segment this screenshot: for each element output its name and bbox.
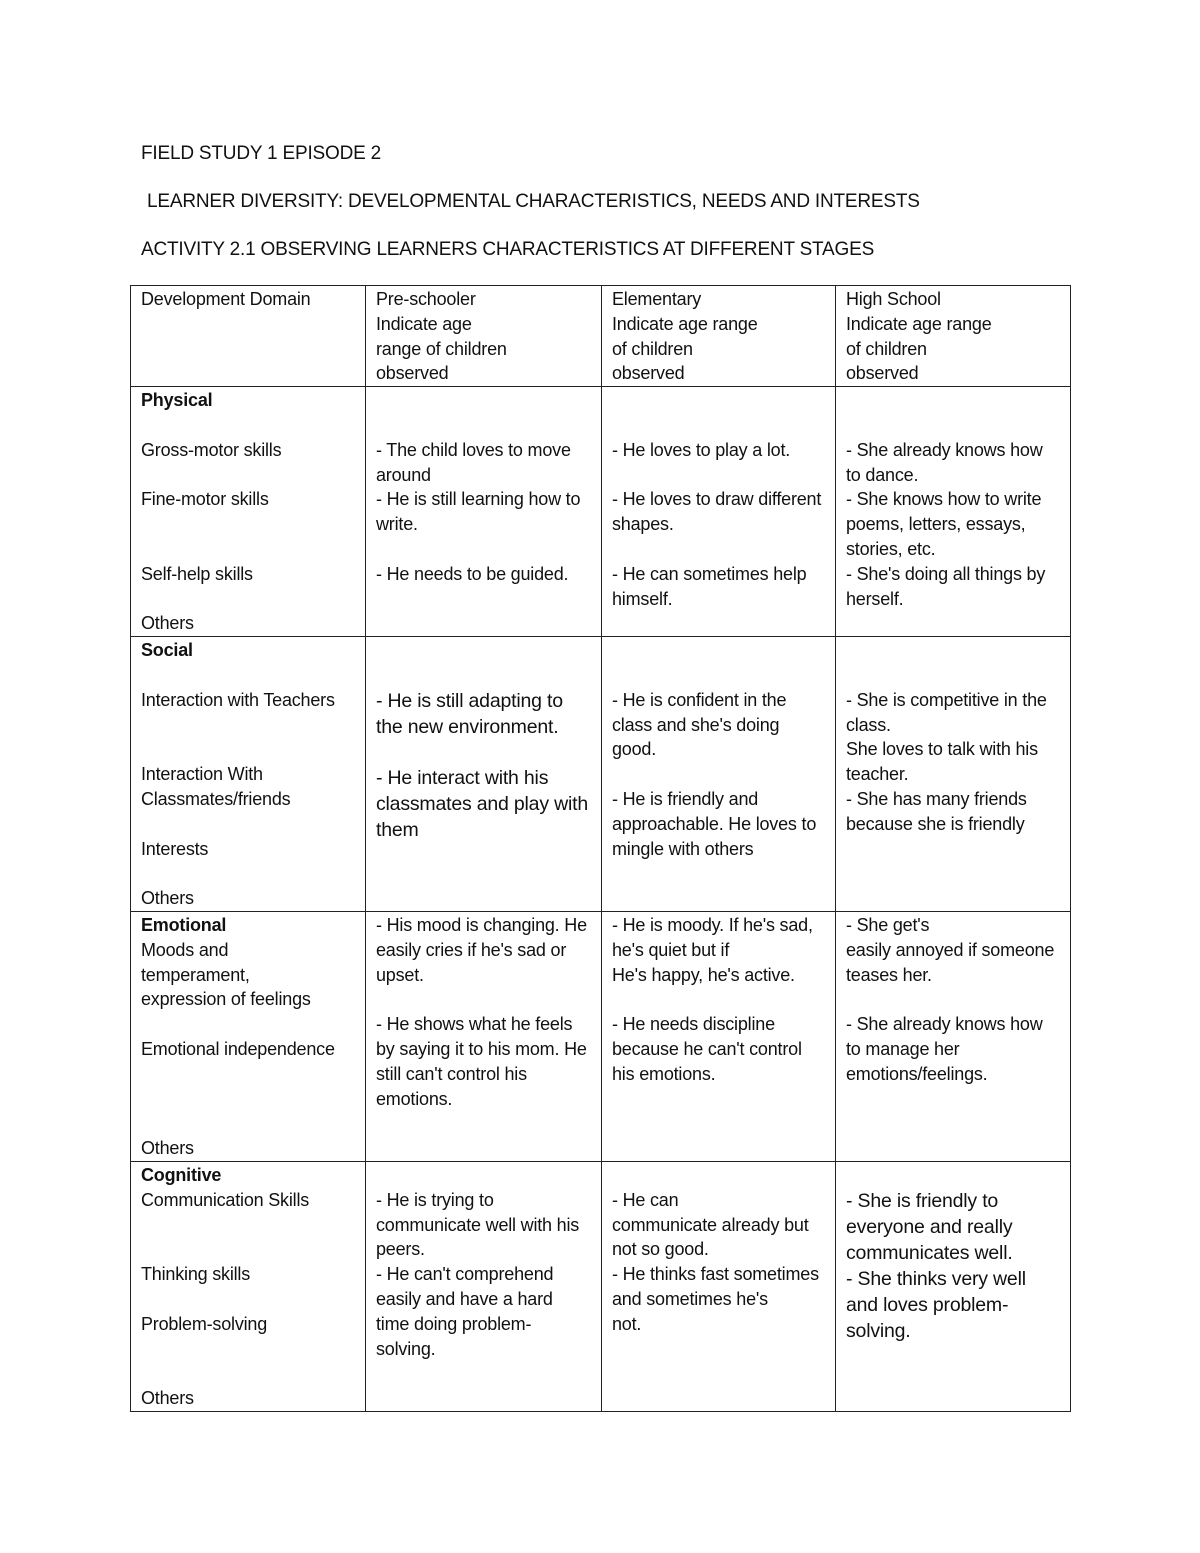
domain-item: Communication Skills [141,1189,310,1210]
document-title: FIELD STUDY 1 EPISODE 2 [141,143,382,164]
observation-text: - She already knows how [846,1014,1043,1035]
table-row-cognitive [131,1161,1071,1411]
observation-text: - His mood is changing. He [376,914,587,935]
domain-item: Fine-motor skills [141,489,269,510]
highschool-cell-emotional [836,911,1071,1161]
observation-text: - He is confident in the [612,689,787,710]
observation-text: - He is trying to [376,1189,494,1210]
observation-text: - She has many friends [846,788,1027,809]
observation-text: - She is competitive in the [846,689,1047,710]
domain-item: Problem-solving [141,1313,268,1334]
preschool-cell-emotional [366,911,602,1161]
observation-text: stories, etc. [846,538,936,559]
header-text: of children [846,338,927,359]
header-text: Indicate age [376,313,472,334]
observation-text: - He is moody. If he's sad, [612,914,813,935]
domain-item: Others [141,613,194,634]
observation-text: - He is friendly and [612,788,759,809]
header-text: of children [612,338,693,359]
observation-text: classmates and play with [376,792,588,815]
observation-text: teacher. [846,764,909,785]
preschool-cell-physical [366,387,602,637]
observation-text: class and she's doing [612,714,780,735]
observation-text: - He can sometimes help [612,563,807,584]
observation-text: - She's doing all things by [846,563,1046,584]
observation-text: He's happy, he's active. [612,964,795,985]
observation-text: to manage her [846,1038,960,1059]
observation-text: - He is still learning how to [376,489,581,510]
table-header-row [131,286,1071,387]
domain-item: Gross-motor skills [141,439,282,460]
domain-cell-physical [131,387,366,637]
observation-text: write. [376,514,418,535]
elementary-cell-cognitive [602,1161,836,1411]
observation-text: still can't control his [376,1063,527,1084]
header-cell-highschool [836,286,1071,387]
observation-text: herself. [846,588,904,609]
observation-text: upset. [376,964,424,985]
observation-text: - She knows how to write [846,489,1042,510]
header-text: observed [612,363,685,384]
observation-text: teases her. [846,964,932,985]
observation-text: easily annoyed if someone [846,939,1055,960]
domain-title: Cognitive [141,1164,222,1185]
observation-text: communicate already but [612,1214,809,1235]
observation-text: - She already knows how [846,439,1043,460]
observation-text: he's quiet but if [612,939,730,960]
observation-text: - He loves to draw different [612,489,822,510]
elementary-cell-emotional [602,911,836,1161]
observation-text: communicates well. [846,1241,1013,1264]
observation-text: his emotions. [612,1063,716,1084]
observation-text: solving. [376,1338,436,1359]
observation-text: poems, letters, essays, [846,514,1026,535]
preschool-cell-social [366,637,602,912]
domain-item: Others [141,1138,194,1159]
observation-text: not. [612,1313,642,1334]
observation-text: easily and have a hard [376,1288,553,1309]
domain-item: Others [141,1388,194,1409]
observation-text: - He shows what he feels [376,1014,573,1035]
domain-cell-emotional [131,911,366,1161]
header-cell-preschool [366,286,602,387]
observation-text: She loves to talk with his [846,739,1038,760]
domain-item: Interaction with Teachers [141,689,335,710]
highschool-cell-cognitive [836,1161,1071,1411]
highschool-cell-physical [836,387,1071,637]
observation-text: - She get's [846,914,930,935]
domain-cell-cognitive [131,1161,366,1411]
observation-text: and loves problem- [846,1293,1009,1316]
observation-text: not so good. [612,1239,709,1260]
observation-text: good. [612,739,657,760]
highschool-cell-social [836,637,1071,912]
header-text: High School [846,289,941,309]
domain-item: Interests [141,838,209,859]
observation-text: communicate well with his [376,1214,580,1235]
observation-text: solving. [846,1319,911,1342]
domain-title: Social [141,640,193,661]
observation-text: to dance. [846,464,919,485]
header-text: observed [846,363,919,384]
domain-cell-social [131,637,366,912]
domain-item: temperament, [141,964,250,985]
observation-text: - He interact with his [376,766,549,789]
elementary-cell-social [602,637,836,912]
document-subtitle: LEARNER DIVERSITY: DEVELOPMENTAL CHARACTERISTICS, NEEDS AND INTERESTS [147,191,920,212]
domain-item: Moods and [141,939,229,960]
observation-text: - She thinks very well [846,1267,1026,1290]
observation-text: because she is friendly [846,813,1025,834]
observation-text: class. [846,714,891,735]
header-text: observed [376,363,449,384]
header-text: Indicate age range [612,313,758,334]
observation-text: - He needs discipline [612,1014,775,1035]
observation-text: - He can't comprehend [376,1264,554,1285]
observation-text: shapes. [612,514,674,535]
domain-item: Emotional independence [141,1038,335,1059]
domain-item: Self-help skills [141,563,253,584]
observation-text: - He thinks fast sometimes [612,1264,819,1285]
table-row-social [131,637,1071,912]
observation-text: mingle with others [612,838,754,859]
observation-text: by saying it to his mom. He [376,1038,587,1059]
table-row-physical [131,387,1071,637]
header-cell-elementary [602,286,836,387]
preschool-cell-cognitive [366,1161,602,1411]
table-row-emotional [131,911,1071,1161]
observation-text: - He loves to play a lot. [612,439,791,460]
observation-text: - She is friendly to [846,1189,999,1212]
elementary-cell-physical [602,387,836,637]
observation-text: himself. [612,588,673,609]
domain-item: Interaction With [141,764,263,785]
domain-item: Thinking skills [141,1264,251,1285]
domain-title: Physical [141,390,213,411]
domain-item: Classmates/friends [141,788,291,809]
observation-text: time doing problem- [376,1313,532,1334]
observation-text: and sometimes he's [612,1288,768,1309]
observation-text: - He can [612,1189,679,1210]
observation-text: because he can't control [612,1038,802,1059]
observation-text: the new environment. [376,715,559,738]
observation-text: them [376,818,419,841]
header-text: Elementary [612,289,702,309]
observation-text: approachable. He loves to [612,813,817,834]
observation-text: - He is still adapting to [376,689,563,712]
header-text: Indicate age range [846,313,992,334]
observation-text: around [376,464,431,485]
observation-text: - The child loves to move [376,439,571,460]
activity-title: ACTIVITY 2.1 OBSERVING LEARNERS CHARACTERISTICS AT DIFFERENT STAGES [141,239,875,260]
observation-text: emotions. [376,1088,453,1109]
observation-text: easily cries if he's sad or [376,939,567,960]
domain-title: Emotional [141,914,227,935]
observation-text: everyone and really [846,1215,1013,1238]
observation-table [130,285,1071,1412]
observation-text: peers. [376,1239,425,1260]
observation-text: - He needs to be guided. [376,563,569,584]
header-text: range of children [376,338,507,359]
domain-item: expression of feelings [141,989,311,1010]
observation-text: emotions/feelings. [846,1063,988,1084]
header-text: Development Domain [141,289,311,309]
domain-item: Others [141,888,194,909]
header-cell-domain [131,286,366,387]
header-text: Pre-schooler [376,289,476,309]
